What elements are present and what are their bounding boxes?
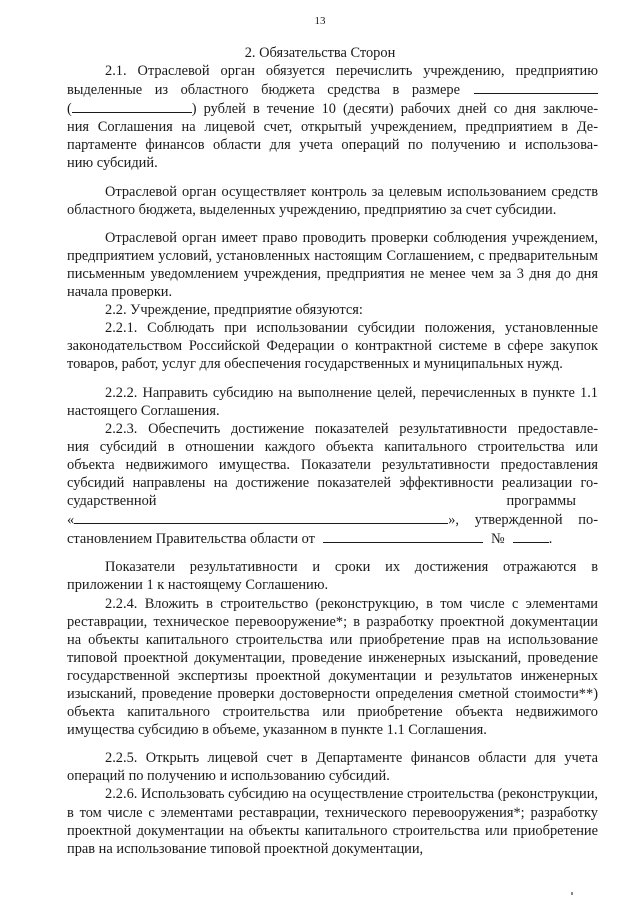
text-fragment: № [490,531,505,548]
text-line: 2.2.3. Обеспечить достижение показателей результативности предоставле- [105,420,598,437]
document-body [67,62,598,858]
text-fragment: . [548,531,553,548]
text-fragment: программы [506,493,576,510]
paragraph-2-2-5: 2.2.5. Открыть лицевой счет в Департаменте финансов области для учета операций по получению и использованию субсидий. [67,750,598,785]
text-line: ния субсидий в отношении каждого объекта капитального строительства или [67,438,598,455]
text-line: 2.1. Отраслевой орган обязуется перечислить учреждению, предприятию [105,63,598,79]
paragraph-control: Отраслевой орган осуществляет контроль за целевым использованием средств областного бюджета, выделенных учреждению, предприятию за счет субсидии. [67,183,598,218]
text-fragment: « [67,512,75,529]
paragraph-2-2-6: 2.2.6. Использовать субсидию на осуществление строительства (реконструкции, в том числе с элементами реставрации, технического перевооружения*; разработку проектной документации на объекты капитального строительства или приобретение прав на использование типовой проектной документации, [67,786,598,857]
paragraph-2-2-3 [67,420,598,549]
text-fragment: сударственной [67,493,157,510]
text-line [67,510,598,529]
scan-mark [571,892,573,895]
amount-words-blank [72,99,192,113]
paragraph-2-2-1: 2.2.1. Соблюдать при использовании субсидии положения, установленные законодательством Российской Федерации о контрактной системе в сфере закупок товаров, работ, услуг для обеспечения государственных и муниципальных нужд. [67,320,598,373]
text-line [67,529,598,548]
text-fragment: становлением Правительства области от [67,531,315,548]
text-fragment: ( [67,101,72,118]
page-number: 13 [314,15,326,27]
paragraph-2-1 [67,62,598,173]
program-name-blank [74,510,448,524]
paragraph-2-2-2: 2.2.2. Направить субсидию на выполнение целей, перечисленных в пункте 1.1 настоящего Соглашения. [67,384,598,419]
text-line [67,99,598,118]
amount-blank [474,80,598,94]
text-fragment: ) рублей в течение 10 (десяти) рабочих дней со дня заключе- [191,101,598,118]
resolution-date-blank [323,529,483,543]
paragraph-inspections: Отраслевой орган имеет право проводить проверки соблюдения учреждением, предприятием условий, установленных настоящим Соглашением, с предварительным письменным уведомлением учреждения, предприятия не менее чем за 3 дня до дня начала проверки. [67,229,598,301]
text-line: партаменте финансов области для учета операций по получению и использова- [67,137,598,154]
text-fragment: выделенные из областного бюджета средства в размере [67,82,460,99]
text-line [67,80,598,99]
paragraph-2-2: 2.2. Учреждение, предприятие обязуются: [105,302,363,319]
text-line: ния Соглашения на лицевой счет, открытый учреждением, предприятием в Де- [67,119,598,136]
text-line: объекта недвижимого имущества. Показатели результативности предоставления [67,456,598,473]
paragraph-indicators: Показатели результативности и сроки их достижения отражаются в приложении 1 к настоящему Соглашению. [67,559,598,594]
text-fragment: », утвержденной по- [448,512,598,529]
resolution-number-blank [513,529,549,543]
text-line [67,492,598,510]
text-line: субсидий направлены на достижение показателей эффективности реализации го- [67,474,598,491]
text-line: нию субсидий. [67,155,158,172]
paragraph-2-2-4: 2.2.4. Вложить в строительство (реконструкцию, в том числе с элементами реставрации, техническое перевооружение*; в разработку проектной документации на объекты капитального строительства или приобретение прав на использование типовой проектной документации, проведение инженерных изысканий, проведение государственной экспертизы проектной документации и результатов инженерных изысканий, проведение проверки достоверности определения сметной стоимости**) объекта капитального строительства или приобретение объекта недвижимого имущества субсидию в объеме, указанном в пункте 1.1 Соглашения. [67,595,598,739]
section-title: 2. Обязательства Сторон [244,45,396,61]
